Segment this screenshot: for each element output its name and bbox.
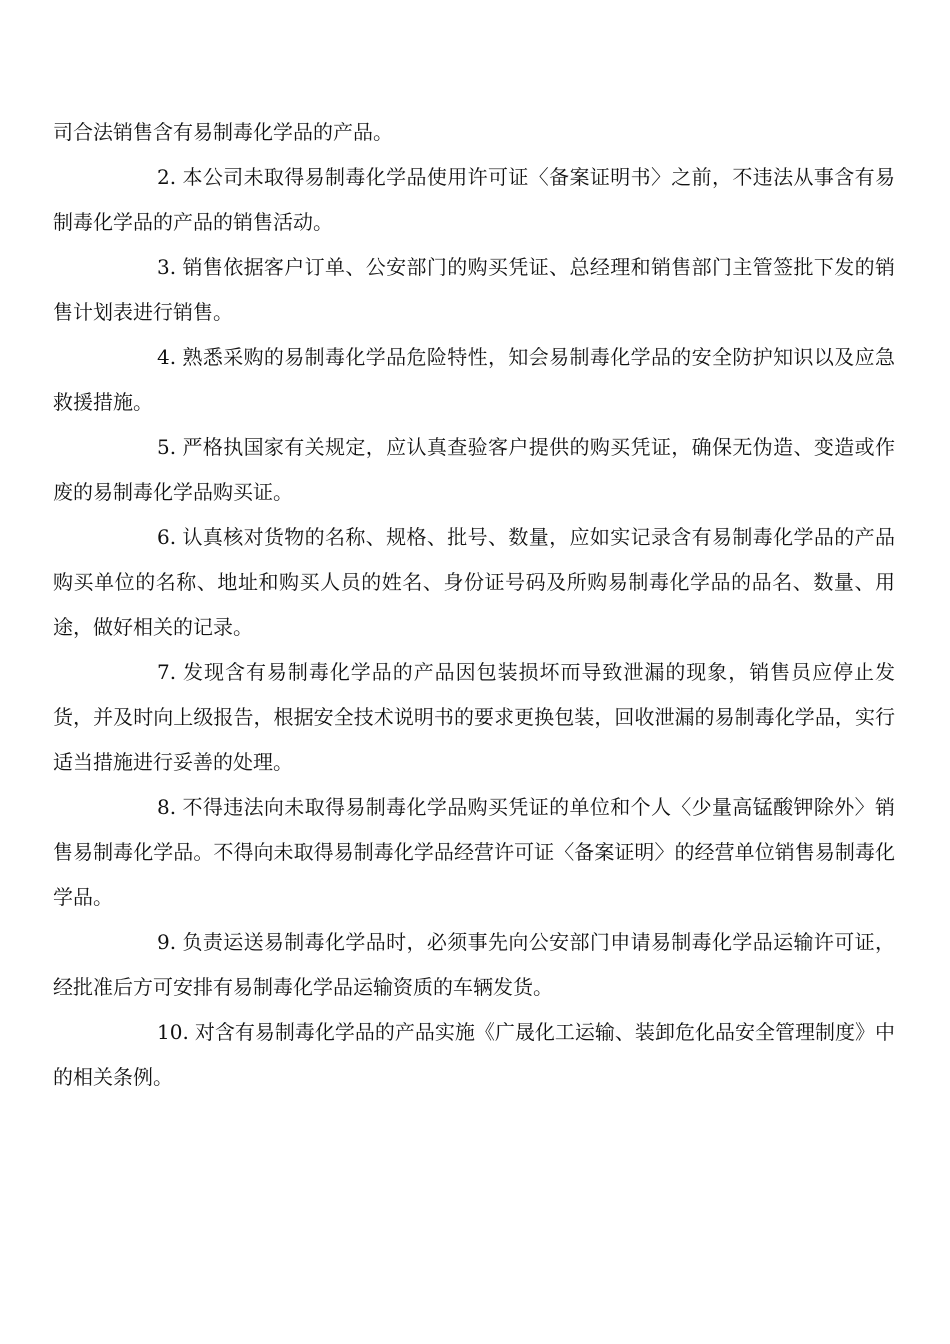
list-item [53,335,895,425]
item-text: 熟悉采购的易制毒化学品危险特性，知会易制毒化学品的安全防护知识以及应急救援措施。 [53,345,895,414]
list-item [53,155,895,245]
list-item [53,650,895,785]
item-text: 对含有易制毒化学品的产品实施《广晟化工运输、装卸危化品安全管理制度》中的相关条例。 [53,1020,895,1089]
item-number: 5. [157,435,177,459]
item-list [53,155,895,1100]
item-number: 3. [157,255,177,279]
item-text: 不得违法向未取得易制毒化学品购买凭证的单位和个人〈少量高锰酸钾除外〉销售易制毒化学品。不得向未取得易制毒化学品经营许可证〈备案证明〉的经营单位销售易制毒化学品。 [53,795,895,909]
item-text: 负责运送易制毒化学品时，必须事先向公安部门申请易制毒化学品运输许可证，经批准后方可安排有易制毒化学品运输资质的车辆发货。 [53,930,895,999]
list-item [53,245,895,335]
item-number: 8. [157,795,177,819]
item-number: 4. [157,345,177,369]
list-item [53,515,895,650]
item-text: 本公司未取得易制毒化学品使用许可证〈备案证明书〉之前，不违法从事含有易制毒化学品的产品的销售活动。 [53,165,895,234]
item-number: 9. [157,930,177,954]
item-text: 认真核对货物的名称、规格、批号、数量，应如实记录含有易制毒化学品的产品购买单位的名称、地址和购买人员的姓名、身份证号码及所购易制毒化学品的品名、数量、用途，做好相关的记录。 [53,525,895,639]
list-item [53,785,895,920]
item-number: 7. [157,660,177,684]
item-number: 6. [157,525,177,549]
list-item [53,1010,895,1100]
list-item [53,425,895,515]
item-number: 2. [157,165,177,189]
item-number: 10. [157,1020,189,1044]
lead-paragraph: 司合法销售含有易制毒化学品的产品。 [53,120,393,144]
item-text: 严格执国家有关规定，应认真查验客户提供的购买凭证，确保无伪造、变造或作废的易制毒化学品购买证。 [53,435,895,504]
document-body [53,110,895,1100]
item-text: 销售依据客户订单、公安部门的购买凭证、总经理和销售部门主管签批下发的销售计划表进行销售。 [53,255,895,324]
list-item [53,920,895,1010]
item-text: 发现含有易制毒化学品的产品因包装损坏而导致泄漏的现象，销售员应停止发货，并及时向上级报告，根据安全技术说明书的要求更换包装，回收泄漏的易制毒化学品，实行适当措施进行妥善的处理。 [53,660,895,774]
